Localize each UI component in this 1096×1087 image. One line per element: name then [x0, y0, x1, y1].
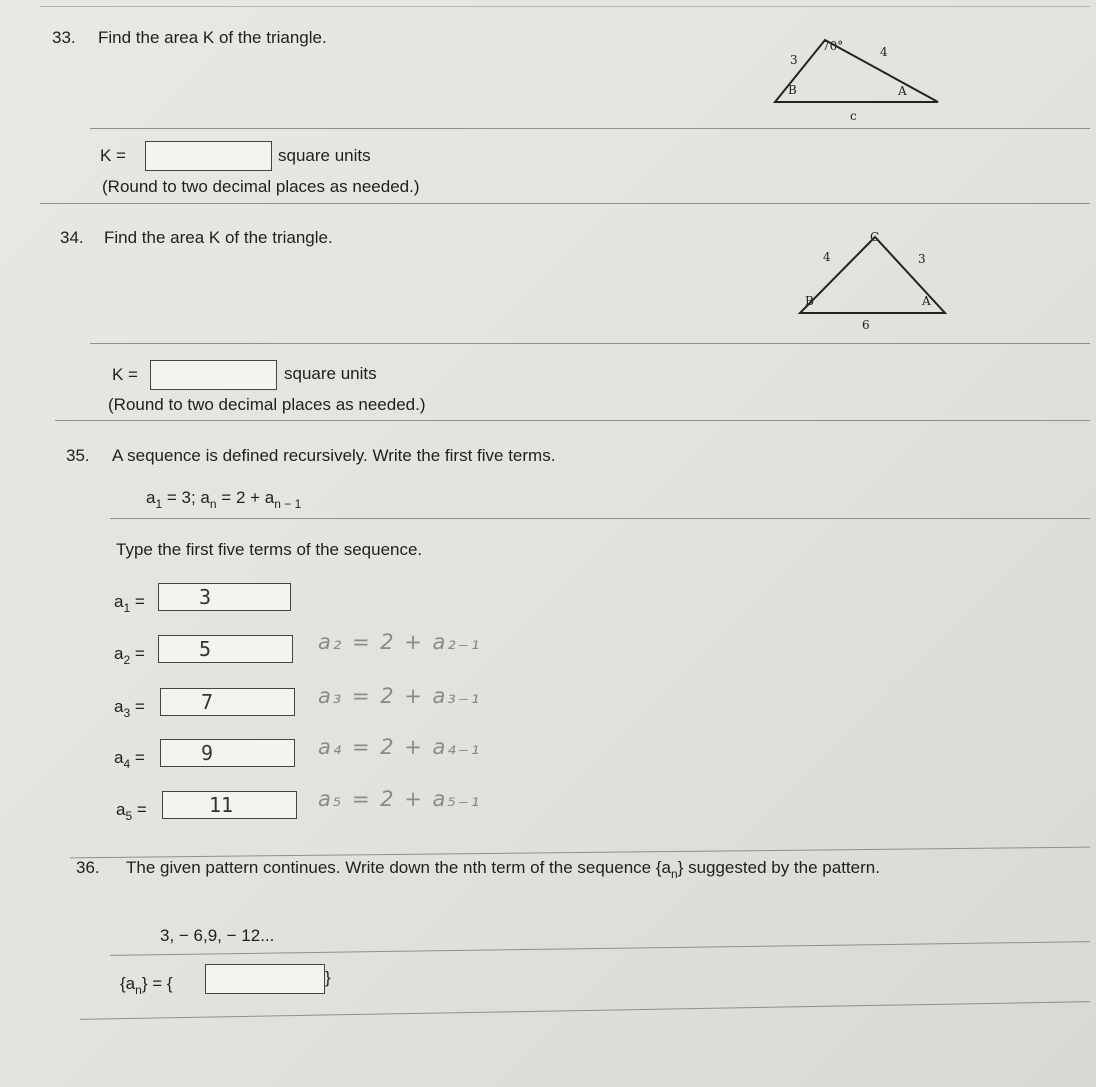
q35-term-input-4[interactable]: 9	[160, 739, 295, 767]
q35-def-a: a	[146, 488, 156, 507]
q36-answer-input[interactable]	[205, 964, 325, 994]
q35-term-input-5[interactable]: 11	[162, 791, 297, 819]
q35-handwritten-work-4: a₄ = 2 + a₄₋₁	[318, 735, 482, 759]
q35-term-label-2: $a_2$ =	[114, 644, 145, 667]
q35-definition	[146, 488, 302, 511]
q34-rule-2	[55, 420, 1090, 421]
q33-number: 33.	[52, 28, 76, 47]
q34-k-label: K =	[112, 365, 138, 384]
q34-note: (Round to two decimal places as needed.)	[108, 395, 426, 414]
q35-prompt: A sequence is defined recursively. Write the first five terms.	[112, 446, 556, 465]
q34-vertex-a: A	[922, 294, 931, 308]
q34-side-bottom: 6	[862, 318, 870, 332]
q35-def-rest: = 2 + a	[216, 488, 275, 507]
q33-units: square units	[278, 146, 371, 165]
q35-term-label-3: $a_3$ =	[114, 697, 145, 720]
q35-rule-1	[110, 518, 1090, 519]
q34-vertex-b: B	[805, 294, 814, 308]
q34-prompt: Find the area K of the triangle.	[104, 228, 333, 247]
q34-side-right: 3	[918, 252, 926, 266]
q34-rule-1	[90, 343, 1090, 344]
q33-k-label: K =	[100, 146, 126, 165]
q35-instruction: Type the first five terms of the sequence.	[116, 540, 423, 559]
q35-handwritten-work-5: a₅ = 2 + a₅₋₁	[318, 787, 482, 811]
q35-def-rest-sub: n − 1	[274, 497, 302, 511]
q36-rule-2	[80, 1001, 1090, 1020]
q34-units: square units	[284, 364, 377, 383]
q35-term-input-1[interactable]: 3	[158, 583, 291, 611]
q34-vertex-c: C	[870, 230, 880, 244]
q35-number: 35.	[66, 446, 90, 465]
q35-def-a-sub: 1	[155, 497, 163, 511]
q35-def-n-sub: n	[209, 497, 217, 511]
q36-answer-lhs: $\{a_n\}$ = {	[120, 974, 173, 997]
q33-prompt: Find the area K of the triangle.	[98, 28, 327, 47]
q33-k-input[interactable]	[145, 141, 272, 171]
q33-angle: 70°	[822, 39, 844, 53]
top-rule	[40, 6, 1090, 7]
q36-pattern: 3, − 6,9, − 12...	[160, 926, 275, 945]
q35-term-label-5: $a_5$ =	[116, 800, 147, 823]
q34-number: 34.	[60, 228, 84, 247]
q33-side-left: 3	[790, 53, 798, 67]
q35-handwritten-work-2: a₂ = 2 + a₂₋₁	[318, 630, 482, 654]
q35-term-input-3[interactable]: 7	[160, 688, 295, 716]
q33-side-bottom: c	[850, 109, 857, 123]
q34-triangle-figure	[790, 225, 960, 335]
q33-rule-2	[40, 203, 1090, 204]
q33-side-right: 4	[880, 45, 888, 59]
q33-triangle-figure	[770, 30, 950, 125]
q34-k-input[interactable]	[150, 360, 277, 390]
q35-term-input-2[interactable]: 5	[158, 635, 293, 663]
q36-number: 36.	[76, 858, 100, 877]
q35-term-label-4: $a_4$ =	[114, 748, 145, 771]
q33-vertex-a: A	[898, 84, 907, 98]
q33-triangle	[775, 40, 938, 102]
q35-handwritten-work-3: a₃ = 2 + a₃₋₁	[318, 684, 482, 708]
q35-def-eq: = 3; a	[162, 488, 210, 507]
q33-rule-1	[90, 128, 1090, 129]
q34-side-left: 4	[823, 250, 831, 264]
q36-answer-close: }	[325, 968, 331, 987]
q36-prompt: The given pattern continues. Write down the nth term of the sequence $\{a_n\}$ suggested by the pattern.	[126, 858, 880, 881]
q33-vertex-b: B	[788, 83, 797, 97]
q35-rule-2	[70, 847, 1090, 859]
q33-note: (Round to two decimal places as needed.)	[102, 177, 420, 196]
q35-term-label-1: $a_1$ =	[114, 592, 145, 615]
